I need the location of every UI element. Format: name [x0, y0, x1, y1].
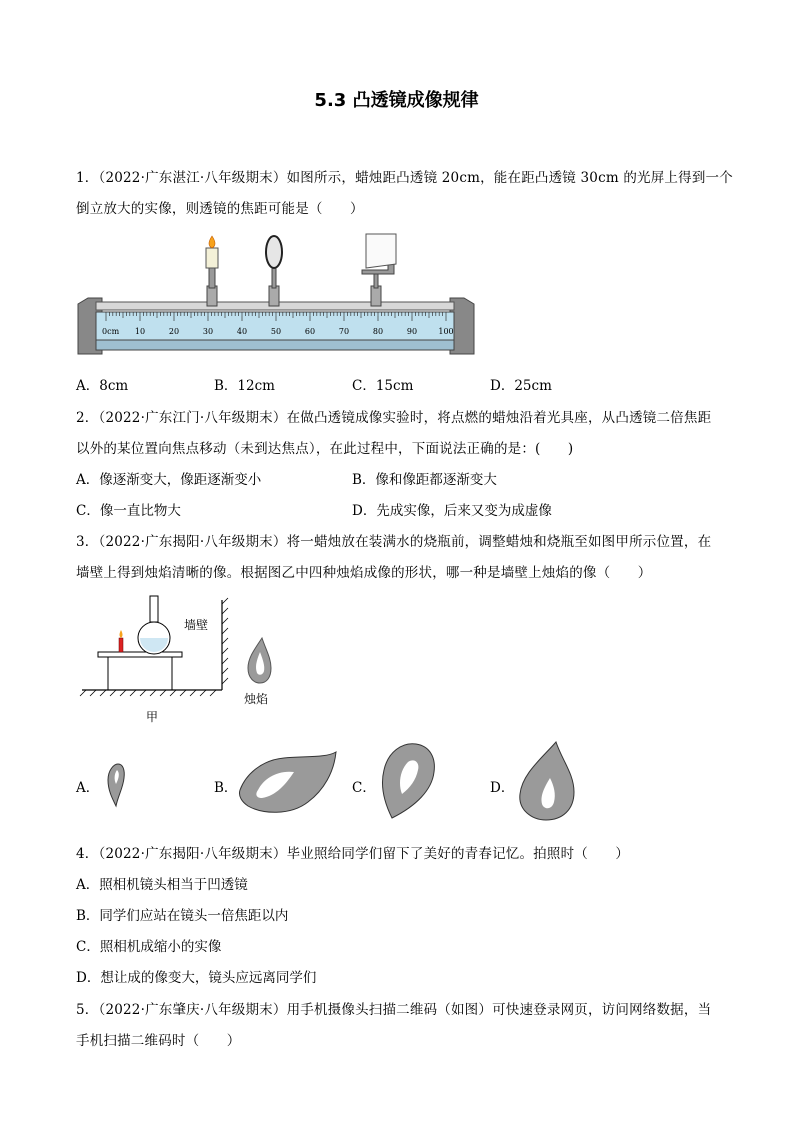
optical-bench-figure — [76, 234, 478, 358]
q3-text-line1: 3．（2022·广东揭阳·八年级期末）将一蜡烛放在装满水的烧瓶前，调整蜡烛和烧瓶至如图甲所示位置，在 — [76, 534, 712, 550]
ruler-tick-label: 80 — [372, 327, 384, 336]
ruler-tick-label: 20 — [168, 327, 180, 336]
q3-option-c: C． — [352, 780, 376, 796]
q4-option-d: D．想让成的像变大，镜头应远离同学们 — [76, 970, 317, 986]
light-screen — [362, 234, 396, 306]
q4-option-a: A．照相机镜头相当于凹透镜 — [76, 877, 248, 893]
q1-text-line1: 1．（2022·广东湛江·八年级期末）如图所示，蜡烛距凸透镜 20cm，能在距凸透镜 30cm 的光屏上得到一个 — [76, 170, 733, 186]
q1-option-d: D．25cm — [490, 378, 552, 394]
q2-option-d: D．先成实像，后来又变为成虚像 — [352, 503, 552, 519]
q3-text-line2: 墙壁上得到烛焰清晰的像。根据图乙中四种烛焰成像的形状，哪一种是墙壁上烛焰的像（ ） — [76, 565, 652, 581]
ruler-tick-label: 60 — [304, 327, 316, 336]
q1-option-a: A．8cm — [76, 378, 129, 394]
q1-option-b: B．12cm — [214, 378, 275, 394]
ruler-tick-label: 50 — [270, 327, 282, 336]
flame-label: 烛焰 — [244, 692, 269, 706]
ruler-tick-label: 90 — [406, 327, 418, 336]
q1-text-line2: 倒立放大的实像，则透镜的焦距可能是（ ） — [76, 201, 364, 217]
q4-text-line1: 4．（2022·广东揭阳·八年级期末）毕业照给同学们留下了美好的青春记忆。拍照时（ ） — [76, 846, 630, 862]
q5-text-line1: 5．（2022·广东肇庆·八年级期末）用手机摄像头扫描二维码（如图）可快速登录网页，访问网络数据，当 — [76, 1002, 712, 1018]
q5-text-line2: 手机扫描二维码时（ ） — [76, 1033, 241, 1049]
ruler-tick-label: 10 — [134, 327, 146, 336]
convex-lens — [266, 236, 282, 306]
ruler-tick-label: 30 — [202, 327, 214, 336]
wall-label: 墙壁 — [184, 618, 209, 632]
figure-jia-label: 甲 — [146, 710, 159, 724]
q1-option-c: C．15cm — [352, 378, 414, 394]
q2-option-b: B．像和像距都逐渐变大 — [352, 472, 497, 488]
q2-text-line1: 2．（2022·广东江门·八年级期末）在做凸透镜成像实验时，将点燃的蜡烛沿着光具座，从凸透镜二倍焦距 — [76, 410, 712, 426]
ruler-tick-label: 70 — [338, 327, 350, 336]
flame-reference-icon — [244, 636, 274, 686]
q2-option-a: A．像逐渐变大，像距逐渐变小 — [76, 472, 262, 488]
q4-option-c: C．照相机成缩小的实像 — [76, 939, 222, 955]
ruler-tick-label: 100 — [438, 327, 454, 336]
q4-option-b: B．同学们应站在镜头一倍焦距以内 — [76, 908, 289, 924]
candle — [206, 236, 218, 306]
flame-option-c-icon — [378, 740, 438, 820]
q3-option-b: B． — [214, 780, 238, 796]
page-title: 5.3 凸透镜成像规律 — [314, 90, 479, 111]
flame-option-b-icon — [238, 750, 338, 816]
q2-option-c: C．像一直比物大 — [76, 503, 181, 519]
q2-text-line2: 以外的某位置向焦点移动（未到达焦点），在此过程中，下面说法正确的是：( ) — [76, 441, 574, 457]
q3-option-d: D． — [490, 780, 515, 796]
q3-option-a: A． — [76, 780, 100, 796]
flame-option-a-icon — [104, 760, 128, 808]
ruler-tick-label: 40 — [236, 327, 248, 336]
flame-option-d-icon — [516, 740, 578, 822]
ruler-tick-label: 0cm — [102, 327, 120, 336]
